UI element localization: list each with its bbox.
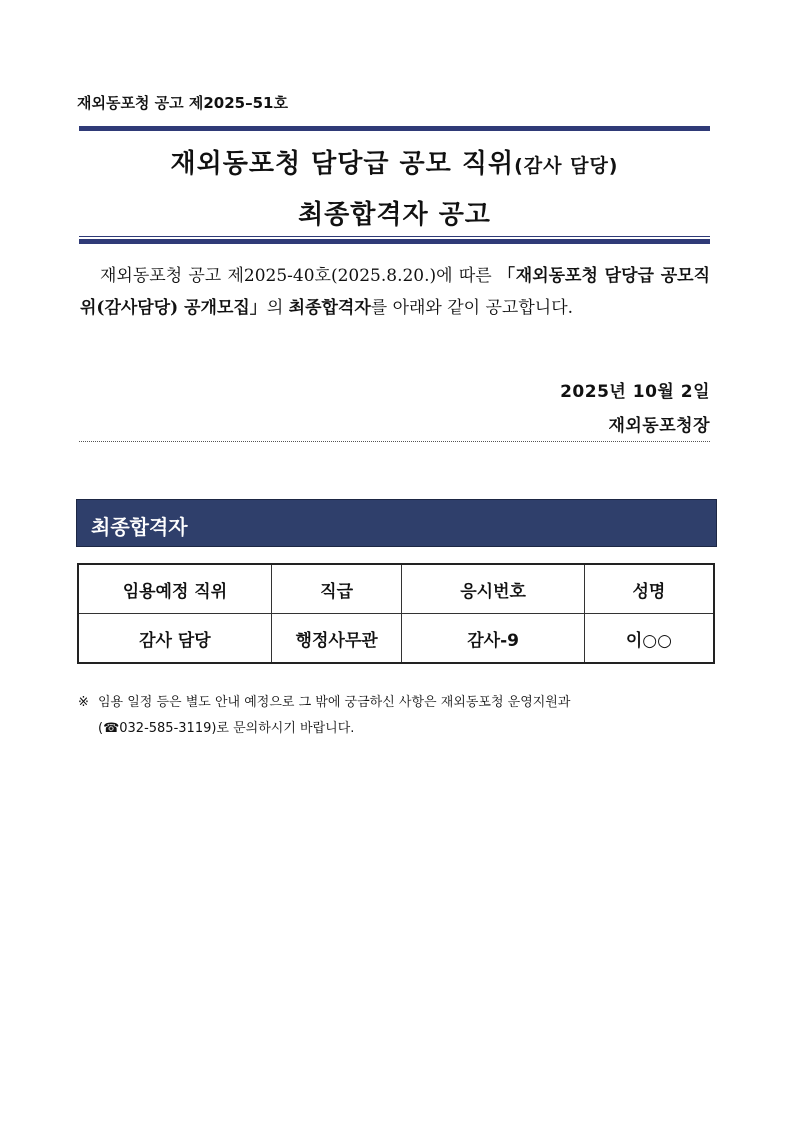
table-header-row bbox=[78, 564, 714, 614]
table-row bbox=[78, 614, 714, 664]
body-recruit-name: 「재외동포청 담당급 공모직위(감사담당) 공개모집」 bbox=[80, 266, 710, 318]
note-mark: ※ bbox=[78, 695, 89, 710]
header-grade: 직급 bbox=[271, 564, 402, 614]
header-exam-number: 응시번호 bbox=[402, 564, 584, 614]
body-finalist: 최종합격자 bbox=[288, 298, 371, 318]
cell-name: 이○○ bbox=[584, 614, 714, 664]
announcement-date: 2025년 10월 2일 bbox=[560, 382, 710, 402]
issuer-name: 재외동포청장 bbox=[608, 416, 710, 436]
body-part3: 의 bbox=[266, 298, 289, 318]
title-rule-thin bbox=[79, 236, 710, 237]
notice-number: 재외동포청 공고 제2025–51호 bbox=[77, 94, 288, 112]
dotted-divider bbox=[79, 441, 710, 442]
body-part1: 재외동포청 공고 제2025-40호(2025.8.20.)에 따른 bbox=[100, 266, 498, 286]
footnote bbox=[78, 690, 714, 742]
header-name: 성명 bbox=[584, 564, 714, 614]
cell-position: 감사 담당 bbox=[78, 614, 271, 664]
title-sub: (감사 담당) bbox=[514, 155, 619, 177]
title-rule-thick bbox=[79, 239, 710, 244]
top-rule bbox=[79, 126, 710, 131]
page-title-line1 bbox=[79, 143, 710, 180]
finalist-table bbox=[77, 563, 715, 664]
cell-grade: 행정사무관 bbox=[271, 614, 402, 664]
announcement-body bbox=[80, 260, 710, 324]
note-line1: 임용 일정 등은 별도 안내 예정으로 그 밖에 궁금하신 사항은 재외동포청 운영지원과 bbox=[98, 695, 571, 710]
note-line2: (☎032-585-3119)로 문의하시기 바랍니다. bbox=[98, 721, 355, 736]
body-part5: 를 아래와 같이 공고합니다. bbox=[370, 298, 574, 318]
title-main: 재외동포청 담당급 공모 직위 bbox=[170, 149, 515, 179]
page-title-line2: 최종합격자 공고 bbox=[298, 200, 491, 230]
header-position: 임용예정 직위 bbox=[78, 564, 271, 614]
section-header bbox=[76, 499, 717, 547]
section-title: 최종합격자 bbox=[91, 515, 188, 539]
cell-exam-number: 감사-9 bbox=[402, 614, 584, 664]
